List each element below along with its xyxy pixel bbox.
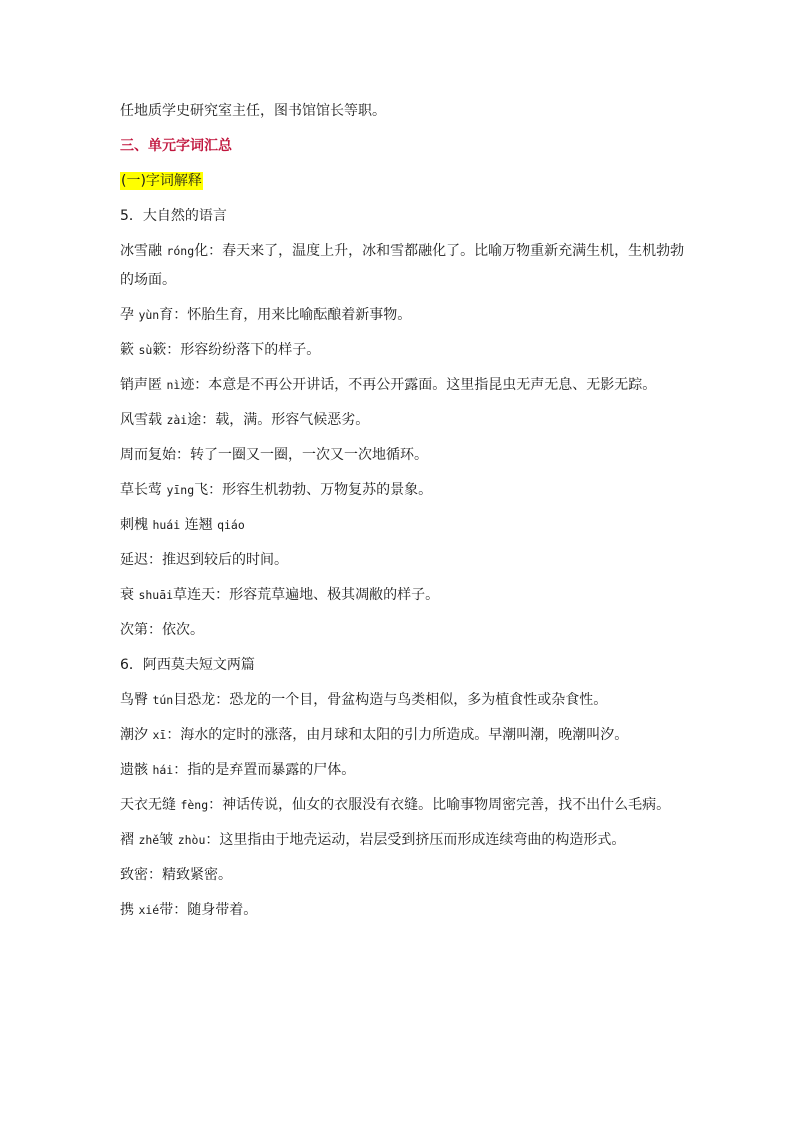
document-page — [120, 97, 692, 931]
pinyin: fèng — [180, 798, 209, 812]
vocab-entry — [120, 476, 692, 505]
entry-text: 次第：依次。 — [120, 622, 204, 638]
vocab-entry — [120, 896, 692, 925]
entry-text: ：这里指由于地壳运动，岩层受到挤压而形成连续弯曲的构造形式。 — [205, 832, 626, 848]
vocab-entry — [120, 616, 692, 645]
pinyin: zhòu — [177, 833, 206, 847]
vocab-entry — [120, 406, 692, 435]
vocab-entry — [120, 301, 692, 330]
entry-text: 簌 — [120, 342, 139, 358]
entry-text: 连翘 — [180, 517, 218, 533]
entry-text: 天衣无缝 — [120, 797, 181, 813]
entry-text: 簌：形容纷纷落下的样子。 — [152, 342, 321, 358]
pinyin: qiáo — [217, 518, 245, 532]
vocab-entry — [120, 371, 692, 400]
vocab-entry — [120, 336, 692, 365]
entry-text: 化：春天来了，温度上升，冰和雪都融化了。比喻万物重新充满生机，生机勃勃的场面。 — [120, 243, 685, 288]
vocab-entry — [120, 441, 692, 470]
entry-text: 冰雪融 — [120, 243, 167, 259]
pinyin: hái — [152, 763, 174, 777]
vocab-entry — [120, 237, 692, 295]
pinyin: xié — [138, 903, 160, 917]
entry-text: 销声匿 — [120, 377, 167, 393]
entry-text: 草长莺 — [120, 482, 167, 498]
pinyin: huái — [152, 518, 181, 532]
entry-text: 褶 — [120, 832, 139, 848]
pinyin: yīng — [166, 483, 195, 497]
vocab-entry — [120, 756, 692, 785]
entry-text: 衰 — [120, 587, 139, 603]
lesson-title: 6．阿西莫夫短文两篇 — [120, 657, 255, 673]
subsection-title — [120, 167, 692, 196]
vocab-entry — [120, 581, 692, 610]
entry-text: 刺槐 — [120, 517, 153, 533]
entry-text: 携 — [120, 902, 139, 918]
entry-text: 草连天：形容荒草遍地、极其凋敝的样子。 — [173, 587, 440, 603]
vocab-entry — [120, 546, 692, 575]
entry-text: 途：载，满。形容气候恶劣。 — [187, 412, 370, 428]
vocab-entry — [120, 721, 692, 750]
entry-text: ：神话传说，仙女的衣服没有衣缝。比喻事物周密完善，找不出什么毛病。 — [208, 797, 671, 813]
lesson-title: 5．大自然的语言 — [120, 208, 227, 224]
entry-text: 潮汐 — [120, 727, 153, 743]
entry-text: 风雪载 — [120, 412, 167, 428]
subsection-title-highlight: (一)字词解释 — [121, 173, 202, 189]
section-title: 三、单元字词汇总 — [120, 138, 232, 154]
pinyin: róng — [166, 244, 195, 258]
entry-text: 皱 — [159, 832, 178, 848]
lessons-container — [120, 202, 692, 925]
entry-text: 带：随身带着。 — [159, 902, 258, 918]
entry-text: 飞：形容生机勃勃、万物复苏的景象。 — [194, 482, 433, 498]
pinyin: tún — [152, 693, 174, 707]
entry-text: 迹：本意是不再公开讲话，不再公开露面。这里指昆虫无声无息、无影无踪。 — [180, 377, 657, 393]
entry-text: ：指的是弃置而暴露的尸体。 — [173, 762, 356, 778]
entry-text: 目恐龙：恐龙的一个目，骨盆构造与鸟类相似，多为植食性或杂食性。 — [173, 692, 608, 708]
entry-text: 遗骸 — [120, 762, 153, 778]
entry-text: 致密：精致紧密。 — [120, 867, 232, 883]
entry-text: 鸟臀 — [120, 692, 153, 708]
entry-text: 孕 — [120, 307, 139, 323]
vocab-entry — [120, 686, 692, 715]
pinyin: nì — [166, 378, 181, 392]
entry-text: 周而复始：转了一圈又一圈，一次又一次地循环。 — [120, 447, 428, 463]
pinyin: zhě — [138, 833, 160, 847]
vocab-entry — [120, 861, 692, 890]
pinyin: shuāi — [138, 588, 174, 602]
pinyin: yùn — [138, 308, 160, 322]
entry-text: 育：怀胎生育，用来比喻酝酿着新事物。 — [159, 307, 412, 323]
vocab-entry — [120, 511, 692, 540]
entry-text: 延迟：推迟到较后的时间。 — [120, 552, 288, 568]
vocab-entry — [120, 826, 692, 855]
vocab-entry — [120, 791, 692, 820]
entry-text: ：海水的定时的涨落，由月球和太阳的引力所造成。早潮叫潮，晚潮叫汐。 — [166, 727, 629, 743]
intro-line: 任地质学史研究室主任，图书馆馆长等职。 — [120, 103, 386, 119]
pinyin: sù — [138, 343, 153, 357]
pinyin: zài — [166, 413, 188, 427]
pinyin: xī — [152, 728, 167, 742]
